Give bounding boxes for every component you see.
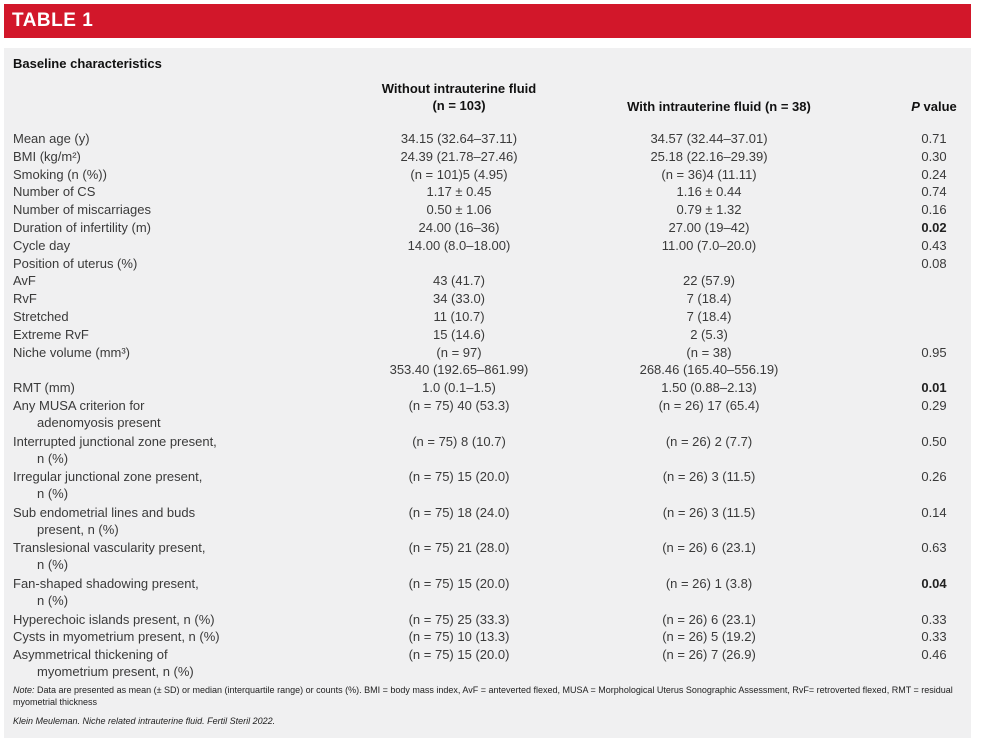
row-label-line: Extreme RvF <box>13 326 89 342</box>
value-with-fluid-line: 25.18 (22.16–29.39) <box>650 148 768 164</box>
value-with-fluid-line: (n = 26) 3 (11.5) <box>662 504 756 520</box>
p-value: 0.63 <box>921 540 947 556</box>
row-label-line: present, n (%) <box>37 521 119 537</box>
value-with-fluid-line: (n = 36)4 (11.11) <box>661 166 757 182</box>
table-row <box>4 344 971 380</box>
row-label <box>13 575 333 609</box>
row-label-line: Stretched <box>13 309 69 324</box>
value-without-fluid <box>324 504 594 521</box>
value-without-fluid <box>324 379 594 396</box>
row-label-line: Irregular junctional zone present, <box>13 469 203 485</box>
value-without-fluid <box>324 646 594 663</box>
table-row <box>4 201 971 219</box>
value-with-fluid-line: (n = 26) 7 (26.9) <box>662 647 756 663</box>
p-value: 0.16 <box>921 202 947 218</box>
value-without-fluid-line: 0.50 ± 1.06 <box>426 202 492 218</box>
table-row <box>4 646 971 682</box>
value-with-fluid <box>584 379 834 396</box>
value-without-fluid <box>324 183 594 200</box>
row-label-line: Cysts in myometrium present, n (%) <box>13 629 220 645</box>
table-row <box>4 308 971 326</box>
row-label <box>13 628 333 645</box>
value-with-fluid-line: (n = 26) 2 (7.7) <box>665 433 753 449</box>
value-with-fluid <box>584 611 834 628</box>
row-label <box>13 166 333 183</box>
table-row <box>4 504 971 540</box>
value-with-fluid <box>584 539 834 556</box>
value-with-fluid-line: (n = 38) <box>686 344 732 360</box>
value-without-fluid <box>324 539 594 556</box>
row-label-line: AvF <box>13 273 36 289</box>
value-without-fluid <box>324 166 594 183</box>
p-value: 0.33 <box>921 629 947 645</box>
value-with-fluid-line: 27.00 (19–42) <box>668 220 750 235</box>
value-without-fluid-line: 34 (33.0) <box>432 291 486 307</box>
value-without-fluid-line: (n = 75) 10 (13.3) <box>408 629 510 645</box>
value-without-fluid-line: 24.39 (21.78–27.46) <box>400 148 518 164</box>
value-with-fluid <box>584 628 834 645</box>
column-header-with-fluid: With intrauterine fluid (n = 38) <box>627 99 811 114</box>
table-banner <box>4 4 971 38</box>
row-label <box>13 504 333 538</box>
p-value: 0.71 <box>921 131 947 146</box>
row-label <box>13 201 333 218</box>
value-without-fluid-line: 14.00 (8.0–18.00) <box>407 237 511 253</box>
row-label-line: n (%) <box>37 486 69 502</box>
value-without-fluid <box>324 611 594 628</box>
row-label-line: Fan-shaped shadowing present, <box>13 576 199 591</box>
table-note <box>13 684 968 708</box>
table-panel <box>4 48 971 738</box>
note-lead: Note: <box>13 685 35 695</box>
row-label-line: Translesional vascularity present, <box>13 540 206 556</box>
value-without-fluid-line: (n = 75) 15 (20.0) <box>408 576 510 591</box>
value-without-fluid-line: (n = 101)5 (4.95) <box>410 166 508 182</box>
table-row <box>4 183 971 201</box>
table-row <box>4 166 971 184</box>
row-label <box>13 148 333 165</box>
table-row <box>4 539 971 575</box>
table-row <box>4 433 971 469</box>
row-label-line: Position of uterus (%) <box>13 255 138 271</box>
value-with-fluid-line: 0.79 ± 1.32 <box>676 202 742 218</box>
value-without-fluid <box>324 344 594 378</box>
value-without-fluid-line: (n = 75) 18 (24.0) <box>408 504 510 520</box>
value-with-fluid <box>584 575 834 592</box>
p-italic: P <box>911 99 920 114</box>
value-with-fluid-line: (n = 26) 6 (23.1) <box>662 611 756 627</box>
table-row <box>4 290 971 308</box>
row-label-line: Interrupted junctional zone present, <box>13 433 217 449</box>
value-with-fluid <box>584 166 834 183</box>
value-without-fluid <box>324 308 594 325</box>
table-row <box>4 130 971 148</box>
value-without-fluid-line: (n = 75) 15 (20.0) <box>408 647 510 663</box>
value-without-fluid <box>324 237 594 254</box>
value-with-fluid <box>584 397 834 414</box>
value-with-fluid <box>584 326 834 343</box>
p-value: 0.50 <box>921 433 947 449</box>
p-value: 0.33 <box>921 611 947 627</box>
table-row <box>4 237 971 255</box>
row-label <box>13 344 333 361</box>
p-value: 0.43 <box>921 237 947 253</box>
row-label-line: Hyperechoic islands present, n (%) <box>13 611 215 627</box>
value-with-fluid <box>584 237 834 254</box>
column-header-without-fluid-line1: Without intrauterine fluid <box>381 81 537 96</box>
table-row <box>4 379 971 397</box>
column-header-without-fluid-line2: (n = 103) <box>432 98 486 113</box>
row-label <box>13 272 333 289</box>
note-text: Data are presented as mean (± SD) or median (interquartile range) or counts (%). BMI = body mass index, AvF = anteverted flexed, MUSA = Morphological Uterus Sonographic Assessment, RvF= retroverted flexed, RMT = residual myometrial thickness <box>13 685 953 707</box>
value-with-fluid <box>584 183 834 200</box>
row-label-line: Mean age (y) <box>13 131 90 146</box>
value-with-fluid <box>584 219 834 236</box>
value-without-fluid-line: 1.17 ± 0.45 <box>426 184 492 200</box>
value-without-fluid-line: 11 (10.7) <box>433 309 485 324</box>
value-with-fluid-line: 11.00 (7.0–20.0) <box>661 237 757 253</box>
value-with-fluid <box>584 646 834 663</box>
table-row <box>4 575 971 611</box>
value-without-fluid <box>324 433 594 450</box>
p-value: 0.74 <box>921 184 947 200</box>
value-with-fluid <box>584 308 834 325</box>
row-label-line: n (%) <box>37 557 69 573</box>
column-header-p-value <box>899 98 969 115</box>
p-value: 0.04 <box>921 576 947 591</box>
value-with-fluid <box>584 272 834 289</box>
value-with-fluid <box>584 344 834 378</box>
table-row <box>4 628 971 646</box>
p-value: 0.02 <box>921 220 947 235</box>
p-value: 0.14 <box>921 504 947 520</box>
p-value: 0.46 <box>921 647 947 663</box>
value-with-fluid-line: (n = 26) 17 (65.4) <box>658 398 760 413</box>
value-without-fluid-line: 34.15 (32.64–37.11) <box>400 131 518 146</box>
value-without-fluid <box>324 575 594 592</box>
value-without-fluid-line: 353.40 (192.65–861.99) <box>389 361 529 377</box>
value-with-fluid <box>584 130 834 147</box>
value-without-fluid-line: 43 (41.7) <box>432 273 486 289</box>
value-with-fluid <box>584 504 834 521</box>
value-without-fluid-line: (n = 75) 21 (28.0) <box>408 540 510 556</box>
row-label-line: Smoking (n (%)) <box>13 166 107 182</box>
table-number-title: TABLE 1 <box>12 10 94 31</box>
column-header-without-fluid <box>324 80 594 114</box>
value-with-fluid-line: (n = 26) 6 (23.1) <box>662 540 756 556</box>
value-without-fluid-line: 24.00 (16–36) <box>418 220 500 235</box>
row-label-line: RvF <box>13 291 37 307</box>
row-label-line: Asymmetrical thickening of <box>13 647 168 663</box>
value-with-fluid-line: 7 (18.4) <box>686 291 732 307</box>
table-row <box>4 272 971 290</box>
value-with-fluid <box>584 148 834 165</box>
value-without-fluid <box>324 219 594 236</box>
row-label-line: Any MUSA criterion for <box>13 398 145 413</box>
row-label <box>13 219 333 236</box>
row-label <box>13 290 333 307</box>
value-without-fluid <box>324 326 594 343</box>
value-without-fluid <box>324 130 594 147</box>
value-without-fluid-line: (n = 75) 40 (53.3) <box>408 398 510 413</box>
row-label <box>13 237 333 254</box>
value-with-fluid-line: 2 (5.3) <box>690 326 728 342</box>
row-label-line: Cycle day <box>13 237 71 253</box>
table-row <box>4 468 971 504</box>
value-with-fluid-line: 22 (57.9) <box>682 273 736 289</box>
row-label-line: adenomyosis present <box>37 415 161 430</box>
value-with-fluid-line: 1.16 ± 0.44 <box>676 184 742 200</box>
row-label <box>13 468 333 502</box>
value-without-fluid <box>324 468 594 485</box>
row-label <box>13 326 333 343</box>
value-with-fluid <box>584 433 834 450</box>
value-with-fluid-line: 1.50 (0.88–2.13) <box>661 380 757 396</box>
row-label-line: n (%) <box>37 593 69 608</box>
row-label <box>13 130 333 147</box>
p-value: 0.29 <box>921 398 947 413</box>
row-label <box>13 255 333 272</box>
value-with-fluid-line: 34.57 (32.44–37.01) <box>650 131 768 146</box>
value-without-fluid <box>324 201 594 218</box>
row-label <box>13 308 333 325</box>
table-row <box>4 326 971 344</box>
value-without-fluid <box>324 148 594 165</box>
row-label-line: Sub endometrial lines and buds <box>13 504 196 520</box>
value-without-fluid <box>324 397 594 414</box>
value-without-fluid-line: (n = 75) 8 (10.7) <box>412 433 506 449</box>
p-value: 0.01 <box>921 380 947 396</box>
table-row <box>4 611 971 629</box>
table-row <box>4 148 971 166</box>
value-without-fluid-line: 15 (14.6) <box>432 326 486 342</box>
value-without-fluid-line: (n = 75) 15 (20.0) <box>408 469 510 485</box>
p-rest: value <box>919 99 957 114</box>
value-with-fluid <box>584 468 834 485</box>
row-label <box>13 433 333 467</box>
p-value: 0.08 <box>921 255 947 271</box>
table-row <box>4 397 971 433</box>
value-without-fluid <box>324 272 594 289</box>
table-row <box>4 219 971 237</box>
value-with-fluid-line: (n = 26) 3 (11.5) <box>662 469 756 485</box>
table-citation: Klein Meuleman. Niche related intrauterine fluid. Fertil Steril 2022. <box>13 716 276 726</box>
value-with-fluid-line: (n = 26) 5 (19.2) <box>662 629 756 645</box>
table-row <box>4 255 971 273</box>
row-label <box>13 611 333 628</box>
row-label-line: Number of miscarriages <box>13 202 151 218</box>
value-without-fluid-line: (n = 75) 25 (33.3) <box>408 611 510 627</box>
row-label-line: myometrium present, n (%) <box>37 664 194 680</box>
row-label <box>13 183 333 200</box>
row-label-line: Number of CS <box>13 184 96 200</box>
p-value: 0.95 <box>921 344 947 360</box>
value-without-fluid <box>324 290 594 307</box>
value-with-fluid-line: 7 (18.4) <box>686 309 732 324</box>
p-value: 0.26 <box>921 469 947 485</box>
row-label <box>13 539 333 573</box>
row-label-line: RMT (mm) <box>13 380 75 396</box>
p-value: 0.24 <box>921 166 947 182</box>
value-without-fluid-line: (n = 97) <box>436 344 482 360</box>
row-label-line: n (%) <box>37 450 69 466</box>
p-value: 0.30 <box>921 148 947 164</box>
value-with-fluid <box>584 290 834 307</box>
value-with-fluid-line: (n = 26) 1 (3.8) <box>665 576 753 591</box>
value-with-fluid <box>584 201 834 218</box>
row-label <box>13 379 333 396</box>
row-label <box>13 646 333 680</box>
row-label-line: Niche volume (mm³) <box>13 344 131 360</box>
row-label <box>13 397 333 431</box>
row-label-line: Duration of infertility (m) <box>13 220 151 235</box>
value-with-fluid-line: 268.46 (165.40–556.19) <box>639 361 779 377</box>
value-without-fluid-line: 1.0 (0.1–1.5) <box>422 380 496 396</box>
value-without-fluid <box>324 628 594 645</box>
row-label-line: BMI (kg/m²) <box>13 148 81 164</box>
section-title: Baseline characteristics <box>13 56 162 71</box>
